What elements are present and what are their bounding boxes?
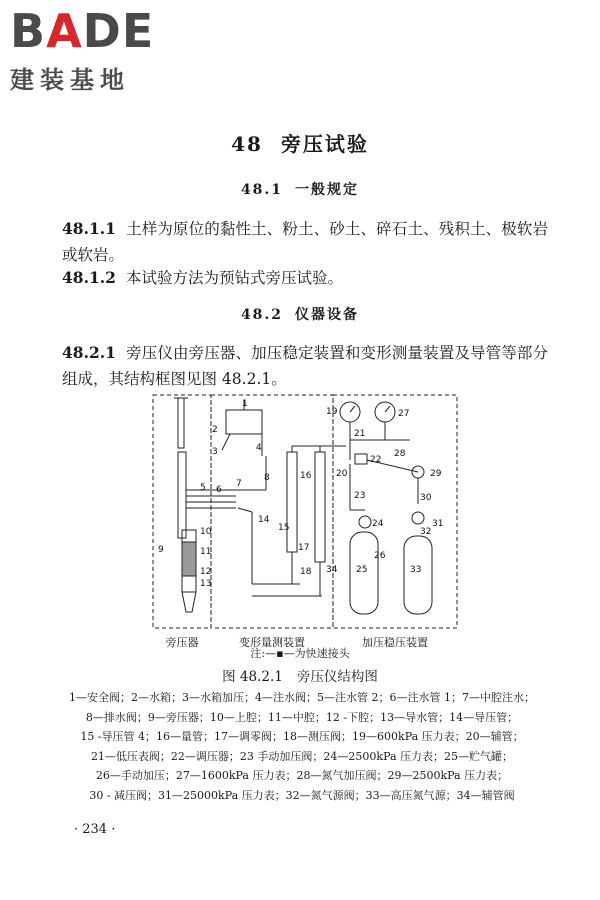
callout-34: 34 [326, 565, 338, 575]
callout-4: 4 [256, 443, 262, 453]
callout-5: 5 [200, 483, 206, 493]
callout-2: 2 [212, 425, 218, 435]
callout-19: 19 [326, 407, 338, 417]
callout-8: 8 [264, 473, 270, 483]
water-tank [226, 410, 262, 434]
callout-32: 32 [420, 527, 432, 537]
legend-row: 15 -导压管 4；16—量管；17—调零阀；18—测压阀；19—600kPa 压力表；20—辅管； [80, 730, 524, 743]
callout-13: 13 [200, 579, 212, 589]
callout-29: 29 [430, 469, 442, 479]
paragraph-48-1-1: 48.1.1 土样为原位的黏性土、粉土、砂土、碎石土、残积土、极软岩或软岩。 [62, 219, 548, 264]
section-heading: 48.2 仪器设备 [240, 307, 360, 323]
group-box-pressure [333, 395, 457, 628]
callout-28: 28 [394, 449, 406, 459]
paragraph-48-2-1: 48.2.1 旁压仪由旁压器、加压稳定装置和变形测量装置及导管等部分组成，其结构框图见图 48.2.1。 [62, 343, 548, 388]
callout-15: 15 [278, 523, 290, 533]
page-number: · 234 · [74, 822, 116, 837]
measuring-tube [287, 452, 297, 552]
probe-lower-chamber [182, 576, 196, 592]
legend-row: 1—安全阀；2—水箱；3—水箱加压；4—注水阀；5—注水管 2；6—注水管 1；7—中腔注水； [69, 691, 535, 704]
paragraph-48-1-2: 48.1.2 本试验方法为预钻式旁压试验。 [62, 268, 343, 287]
callout-31: 31 [432, 519, 444, 529]
callout-23: 23 [354, 491, 366, 501]
callout-7: 7 [236, 479, 242, 489]
callout-17: 17 [298, 543, 310, 553]
probe-rod [178, 398, 184, 448]
chapter-title [0, 128, 600, 157]
probe-middle-chamber [182, 542, 196, 576]
group-label-probe: 旁压器 [165, 636, 199, 649]
callout-18: 18 [300, 567, 312, 577]
callout-11: 11 [200, 547, 212, 557]
legend-row: 26—手动加压；27—1600kPa 压力表；28—氮气加压阀；29—2500kPa 压力表； [95, 769, 509, 782]
section-heading: 48.1 一般规定 [240, 182, 360, 198]
brand-logo [10, 6, 180, 95]
auxiliary-tube [315, 452, 325, 562]
structure-diagram [150, 392, 460, 664]
figure-legend [52, 688, 552, 805]
legend-row: 8—排水阀；9—旁压器；10—上腔；11—中腔；12 -下腔；13—导水管；14—导压管； [85, 710, 519, 724]
probe-body [178, 452, 186, 538]
callout-27: 27 [398, 409, 410, 419]
callout-33: 33 [410, 565, 422, 575]
group-label-pressure: 加压稳压装置 [362, 636, 428, 649]
callout-10: 10 [200, 527, 212, 537]
logo-subtitle: 建装基地 [10, 66, 130, 94]
callout-6: 6 [216, 485, 222, 495]
callout-20: 20 [336, 469, 348, 479]
callout-30: 30 [420, 493, 432, 503]
legend-row: 30 - 减压阀；31—25000kPa 压力表；32—氮气源阀；33—高压氮气源；34—辅管阀 [89, 788, 515, 802]
chapter-number: 48 [231, 132, 263, 156]
callout-22: 22 [370, 455, 382, 465]
legend-row: 21—低压表阀；22—调压器；23 手动加压阀；24—2500kPa 压力表；25—贮气罐； [90, 749, 514, 763]
callout-26: 26 [374, 551, 386, 561]
callout-24: 24 [372, 519, 384, 529]
callout-3: 3 [212, 447, 218, 457]
callout-21: 21 [354, 429, 366, 439]
nitrogen-cylinder [404, 536, 432, 614]
callout-16: 16 [300, 471, 312, 481]
figure-caption: 图 48.2.1 旁压仪结构图 [222, 669, 378, 685]
figure-note: 注:—▪—为快速接头 [250, 647, 350, 660]
group-label-measure: 变形量测装置 [239, 636, 305, 649]
callout-1: 1 [242, 399, 248, 409]
chapter-name: 旁压试验 [280, 132, 369, 156]
gauge-25000kpa [412, 512, 424, 524]
callout-14: 14 [258, 515, 270, 525]
pressure-regulator [355, 454, 367, 464]
probe-tip [182, 592, 196, 612]
callout-25: 25 [356, 565, 368, 575]
callout-9: 9 [158, 545, 164, 555]
callout-12: 12 [200, 567, 212, 577]
gauge-2500kpa-low [359, 516, 371, 528]
logo-wordmark: BADE [10, 4, 155, 58]
